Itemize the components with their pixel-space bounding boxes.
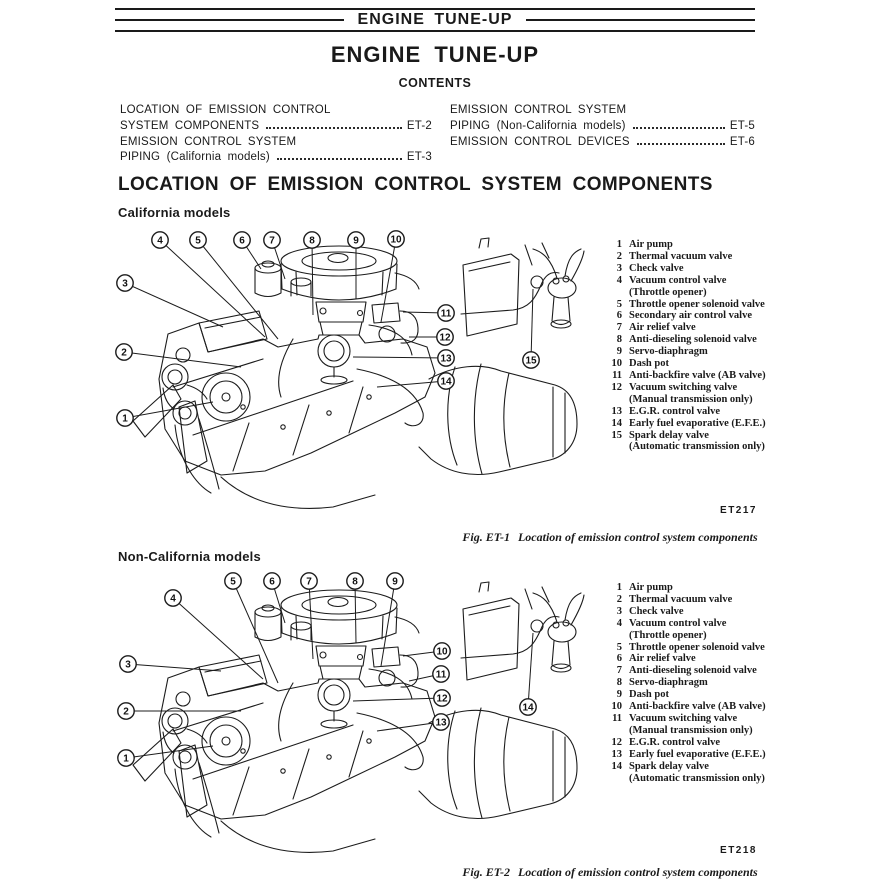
legend-item-number: 15 xyxy=(611,429,622,441)
dotted-leader xyxy=(266,127,402,129)
legend-item xyxy=(607,358,889,370)
legend-item-number: 7 xyxy=(616,665,622,677)
legend-item-text: Servo-diaphragm xyxy=(629,346,708,358)
legend-item xyxy=(607,251,889,263)
legend-item-text: Vacuum switching valve (Manual transmission only) xyxy=(629,712,753,736)
legend-item xyxy=(607,346,889,358)
figure-1-caption-number: Fig. ET-1 xyxy=(462,530,510,544)
legend-item-number: 14 xyxy=(611,417,622,429)
legend-item-number: 1 xyxy=(616,582,622,593)
callout-leader-line xyxy=(125,283,223,327)
contents-entry-line: EMISSION CONTROL SYSTEM xyxy=(120,135,297,148)
engine-diagram-non-california xyxy=(113,571,593,865)
callout-leader-line xyxy=(198,240,278,339)
legend-item-number: 7 xyxy=(616,322,622,334)
legend-item-number: 5 xyxy=(616,641,622,653)
contents-page-ref: ET-3 xyxy=(406,151,432,164)
header-rule-bottom xyxy=(115,30,755,32)
legend-item-subtext: (Automatic transmission only) xyxy=(629,772,765,784)
legend-item-number: 5 xyxy=(616,298,622,310)
legend-item-number: 9 xyxy=(616,689,622,701)
contents-entry-line: EMISSION CONTROL SYSTEM xyxy=(450,104,627,116)
legend-item xyxy=(607,594,889,606)
callout-number: 14 xyxy=(522,702,534,714)
callout-number: 11 xyxy=(435,669,447,681)
callout-number: 13 xyxy=(435,717,447,729)
callout-number: 10 xyxy=(390,234,402,246)
legend-item-text: Early fuel evaporative (E.F.E.) xyxy=(629,748,766,760)
legend-item xyxy=(607,618,889,642)
legend-item xyxy=(607,430,889,454)
legend-item xyxy=(607,606,889,618)
figure-1-legend xyxy=(607,239,889,453)
figure-2-caption xyxy=(428,865,792,880)
legend-item xyxy=(607,713,889,737)
legend-item-text: Throttle opener solenoid valve xyxy=(629,298,765,310)
legend-item xyxy=(607,418,889,430)
figure-2-caption-text: Location of emission control system components xyxy=(517,865,758,879)
callout-leader-line xyxy=(126,746,213,758)
legend-item-number: 4 xyxy=(616,274,622,286)
callout-number: 11 xyxy=(440,308,452,320)
legend-item xyxy=(607,310,889,322)
legend-item xyxy=(607,737,889,749)
legend-item-number: 10 xyxy=(611,358,622,370)
callout-leader-line xyxy=(173,598,263,679)
legend-item xyxy=(607,239,889,251)
callout-number: 2 xyxy=(121,347,127,359)
callout-number: 8 xyxy=(309,235,315,247)
callout-number: 1 xyxy=(123,753,129,765)
legend-item-text: Throttle opener solenoid valve xyxy=(629,641,765,653)
contents-entry-title: PIPING (Non-California models) xyxy=(450,119,626,132)
contents-page-ref: ET-6 xyxy=(729,135,755,148)
legend-item-text: Air pump xyxy=(629,239,673,250)
legend-item xyxy=(607,370,889,382)
legend-item-text: Anti-backfire valve (AB valve) xyxy=(629,701,766,713)
callout-number: 5 xyxy=(195,235,201,247)
legend-item xyxy=(607,642,889,654)
header-rule-top xyxy=(115,8,755,10)
page-title: ENGINE TUNE-UP xyxy=(330,42,540,67)
callout-number: 6 xyxy=(269,576,275,588)
legend-item xyxy=(607,701,889,713)
dotted-leader xyxy=(277,158,402,160)
figure-1-caption-text: Location of emission control system components xyxy=(517,530,758,544)
callout-number: 12 xyxy=(436,693,448,705)
contents-column-left xyxy=(120,103,432,166)
dotted-leader xyxy=(637,143,725,145)
callout-leader-line xyxy=(528,633,533,707)
legend-item-number: 6 xyxy=(616,310,622,322)
legend-item-text: Vacuum switching valve (Manual transmission only) xyxy=(629,381,753,405)
legend-item xyxy=(607,749,889,761)
legend-item xyxy=(607,263,889,275)
legend-item-number: 2 xyxy=(616,250,622,262)
legend-item-number: 11 xyxy=(612,712,622,724)
contents-entry-title: SYSTEM COMPONENTS xyxy=(120,119,260,132)
legend-item-text: Check valve xyxy=(629,262,684,274)
figure-1-subtitle: California models xyxy=(118,205,231,220)
legend-item-text: Anti-dieseling solenoid valve xyxy=(629,334,757,346)
legend-item xyxy=(607,382,889,406)
header-band xyxy=(115,11,755,29)
figure-2-legend xyxy=(607,582,889,784)
engine-diagram-california xyxy=(113,227,593,521)
contents-entry-line xyxy=(450,135,755,151)
legend-item-number: 12 xyxy=(611,736,622,748)
legend-item xyxy=(607,582,889,594)
legend-item-number: 8 xyxy=(616,677,622,689)
callout-number: 3 xyxy=(125,659,131,671)
callout-number: 7 xyxy=(269,235,275,247)
callout-number: 15 xyxy=(525,355,537,367)
callout-number: 7 xyxy=(306,576,312,588)
legend-item-text: Secondary air control valve xyxy=(629,310,752,322)
callout-number: 9 xyxy=(353,235,359,247)
callout-leader-line xyxy=(309,581,313,659)
legend-item xyxy=(607,275,889,299)
callout-number: 13 xyxy=(440,353,452,365)
figure-2-code: ET218 xyxy=(720,845,757,856)
callout-number: 5 xyxy=(230,576,236,588)
callout-leader-line xyxy=(353,357,446,358)
figure-2-caption-number: Fig. ET-2 xyxy=(462,865,510,879)
legend-item xyxy=(607,665,889,677)
callout-leader-line xyxy=(353,698,442,701)
legend-item-number: 9 xyxy=(616,346,622,358)
callout-leader-line xyxy=(531,289,533,360)
running-title: ENGINE TUNE-UP xyxy=(357,11,513,28)
legend-item xyxy=(607,406,889,418)
legend-item-text: Thermal vacuum valve xyxy=(629,250,733,262)
legend-item-text: Air pump xyxy=(629,582,673,593)
legend-item xyxy=(607,677,889,689)
legend-item-text: Air relief valve xyxy=(629,322,696,334)
legend-item xyxy=(607,299,889,311)
contents-entry-line: LOCATION OF EMISSION CONTROL xyxy=(120,104,331,116)
legend-item-text: Dash pot xyxy=(629,689,669,701)
legend-item-number: 6 xyxy=(616,653,622,665)
callout-number: 4 xyxy=(157,235,163,247)
legend-item-text: Dash pot xyxy=(629,358,669,370)
legend-item-number: 1 xyxy=(616,239,622,250)
callout-number: 10 xyxy=(436,646,448,658)
callout-number: 3 xyxy=(122,278,128,290)
legend-item-subtext: (Throttle opener) xyxy=(629,629,707,641)
callout-number: 6 xyxy=(239,235,245,247)
callout-leader-line xyxy=(377,381,446,387)
contents-entry-title: EMISSION CONTROL DEVICES xyxy=(450,135,630,148)
section-heading: LOCATION OF EMISSION CONTROL SYSTEM COMPONENTS xyxy=(118,174,713,195)
legend-item-number: 10 xyxy=(611,701,622,713)
legend-item xyxy=(607,689,889,701)
contents-column-right xyxy=(450,103,755,150)
contents-entry-line xyxy=(450,119,755,135)
legend-item-text: Servo-diaphragm xyxy=(629,677,708,689)
contents-entry-line xyxy=(120,150,432,166)
callout-number: 14 xyxy=(440,376,452,388)
figure-1-code: ET217 xyxy=(720,505,757,516)
legend-item-number: 13 xyxy=(611,405,622,417)
legend-item-subtext: (Manual transmission only) xyxy=(629,393,753,405)
legend-item-text: Check valve xyxy=(629,605,684,617)
legend-item-text: Vacuum control valve (Throttle opener) xyxy=(629,274,727,298)
callout-number: 12 xyxy=(439,332,451,344)
legend-item-text: Spark delay valve (Automatic transmission only) xyxy=(629,760,765,784)
legend-item-number: 14 xyxy=(611,760,622,772)
callout-number: 9 xyxy=(392,576,398,588)
legend-item-text: Thermal vacuum valve xyxy=(629,593,733,605)
contents-page-ref: ET-5 xyxy=(729,119,755,132)
callout-leader-line xyxy=(124,352,241,367)
legend-item-text: Early fuel evaporative (E.F.E.) xyxy=(629,417,766,429)
callout-leader-line xyxy=(312,240,313,315)
dotted-leader xyxy=(633,127,725,129)
legend-item-subtext: (Manual transmission only) xyxy=(629,724,753,736)
legend-item-text: Anti-dieseling solenoid valve xyxy=(629,665,757,677)
legend-item-number: 12 xyxy=(611,381,622,393)
legend-item-text: E.G.R. control valve xyxy=(629,736,721,748)
legend-item-number: 4 xyxy=(616,617,622,629)
contents-page-ref: ET-2 xyxy=(406,119,432,132)
header-rule-left xyxy=(115,19,344,21)
legend-item xyxy=(607,761,889,785)
legend-item-number: 8 xyxy=(616,334,622,346)
legend-item-subtext: (Throttle opener) xyxy=(629,286,707,298)
header-rule-right xyxy=(526,19,755,21)
callout-number: 8 xyxy=(352,576,358,588)
callout-leader-line xyxy=(233,581,278,683)
legend-item-text: E.G.R. control valve xyxy=(629,405,721,417)
legend-item-number: 3 xyxy=(616,605,622,617)
legend-item-text: Anti-backfire valve (AB valve) xyxy=(629,369,766,381)
legend-item-number: 3 xyxy=(616,262,622,274)
legend-item xyxy=(607,334,889,346)
engine-line-art xyxy=(133,235,584,508)
legend-item-text: Air relief valve xyxy=(629,653,696,665)
legend-item-subtext: (Automatic transmission only) xyxy=(629,441,765,453)
figure-2-subtitle: Non-California models xyxy=(118,549,261,564)
callout-number: 1 xyxy=(122,413,128,425)
legend-item-text: Vacuum control valve (Throttle opener) xyxy=(629,617,727,641)
legend-item xyxy=(607,653,889,665)
legend-item-number: 13 xyxy=(611,748,622,760)
callout-number: 4 xyxy=(170,593,176,605)
legend-item-number: 11 xyxy=(612,369,622,381)
figure-1-caption xyxy=(428,530,792,545)
contents-entry-line xyxy=(120,119,432,135)
legend-item-number: 2 xyxy=(616,593,622,605)
contents-label: CONTENTS xyxy=(398,76,472,90)
contents-entry-title: PIPING (California models) xyxy=(120,151,270,164)
legend-item-text: Spark delay valve (Automatic transmission only) xyxy=(629,429,765,453)
legend-item xyxy=(607,322,889,334)
callout-number: 2 xyxy=(123,706,129,718)
